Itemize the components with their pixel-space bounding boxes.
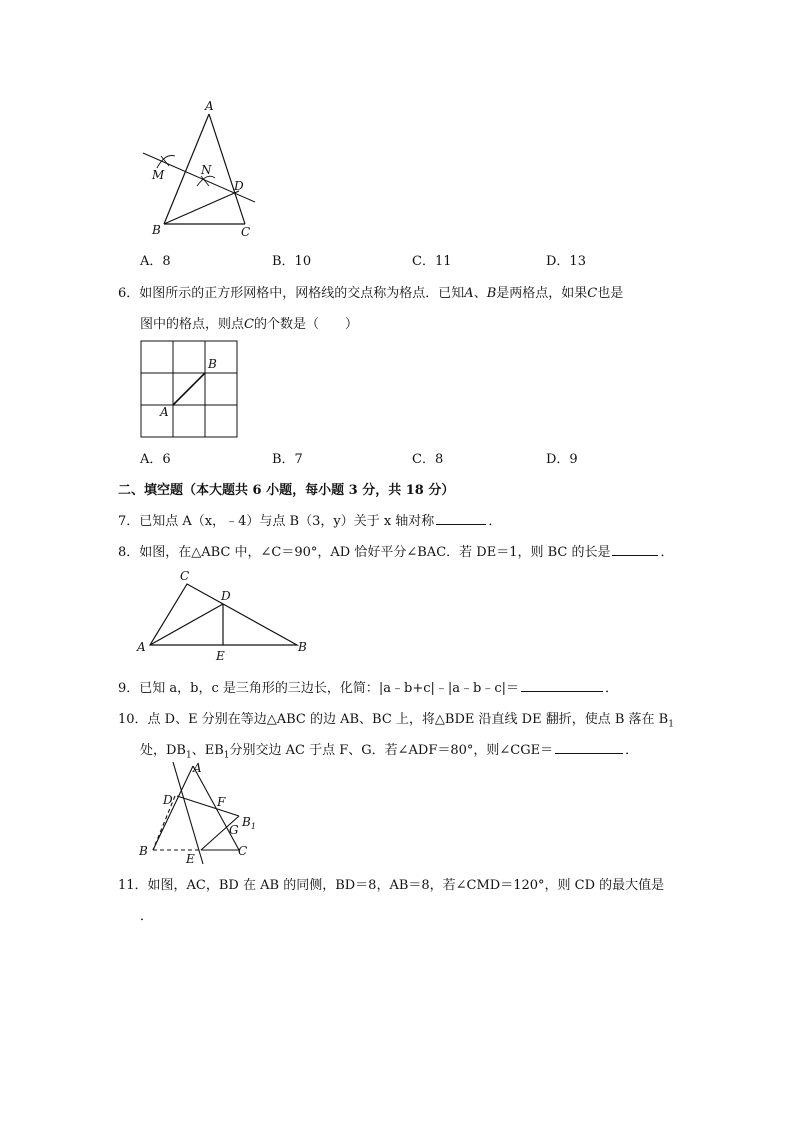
q6-line2: 图中的格点，则点C的个数是（ ）: [140, 317, 358, 332]
q5-label-M: M: [152, 168, 165, 182]
q6-option-b: B．7: [272, 452, 303, 467]
q8-line: 8．如图，在△ABC 中，∠C＝90°，AD 恰好平分∠BAC．若 DE＝1，则 BC 的长是 ．: [118, 545, 674, 560]
q8-label-A: A: [137, 640, 146, 654]
q5-option-c: C．11: [412, 254, 452, 269]
q5-label-N: N: [201, 163, 212, 177]
q8-label-D: D: [221, 589, 231, 603]
q6-option-d: D．9: [546, 452, 578, 467]
q5-option-b: B．10: [272, 254, 312, 269]
q6-line1: 6．如图所示的正方形网格中，网格线的交点称为格点．已知A、B是两格点，如果C也是: [118, 286, 624, 301]
q6-label-A: A: [160, 405, 169, 419]
q8-answer-blank[interactable]: [612, 543, 658, 556]
q5-option-a: A．8: [140, 254, 171, 269]
q9-line: 9．已知 a，b，c 是三角形的三边长，化简：|a﹣b+c|﹣|a﹣b﹣c|＝ ．: [118, 681, 619, 696]
q5-label-A: A: [205, 99, 214, 113]
q10-label-D: D: [163, 793, 173, 807]
q9-answer-blank[interactable]: [521, 679, 603, 692]
q6-grid-figure: [138, 338, 242, 442]
q10-answer-blank[interactable]: [555, 741, 623, 754]
q11-line2: ．: [140, 909, 154, 924]
q6-option-c: C．8: [412, 452, 444, 467]
q10-line1: 10．点 D、E 分别在等边△ABC 的边 AB、BC 上，将△BDE 沿直线 DE 翻折，使点 B 落在 $B_1$: [118, 712, 674, 730]
q10-label-F: F: [217, 795, 226, 809]
section-title-fill-in: 二、填空题（本大题共 6 小题，每小题 3 分，共 18 分）: [118, 483, 455, 498]
q5-figure: [135, 98, 265, 240]
q7-line: 7．已知点 A（x，﹣4）与点 B（3，y）关于 x 轴对称 ．: [118, 514, 502, 529]
q8-label-C: C: [180, 569, 190, 583]
q8-label-B: B: [298, 640, 307, 654]
q10-label-A: A: [193, 761, 202, 775]
q8-label-E: E: [216, 649, 225, 663]
q10-label-E: E: [186, 852, 195, 866]
q10-label-C: C: [238, 844, 248, 858]
q7-answer-blank[interactable]: [436, 512, 486, 525]
q11-line1: 11．如图，AC，BD 在 AB 的同侧，BD＝8，AB＝8，若∠CMD＝120°，则 CD 的最大值是: [118, 878, 665, 893]
q5-option-d: D．13: [546, 254, 586, 269]
q5-label-D: D: [234, 179, 244, 193]
q10-label-G: G: [229, 823, 239, 837]
q10-line2: 处，$DB_1$、$EB_1$分别交边 AC 于点 F、G．若∠ADF＝80°，则∠CGE＝ ．: [140, 743, 639, 761]
q8-figure: [135, 566, 315, 664]
q5-label-C: C: [241, 225, 251, 239]
q10-label-B: B: [139, 844, 148, 858]
q10-label-B1: $B_1$: [242, 815, 256, 831]
q10-figure: [135, 758, 270, 868]
q6-label-B: B: [208, 357, 217, 371]
q5-label-B: B: [152, 223, 161, 237]
q6-option-a: A．6: [140, 452, 171, 467]
